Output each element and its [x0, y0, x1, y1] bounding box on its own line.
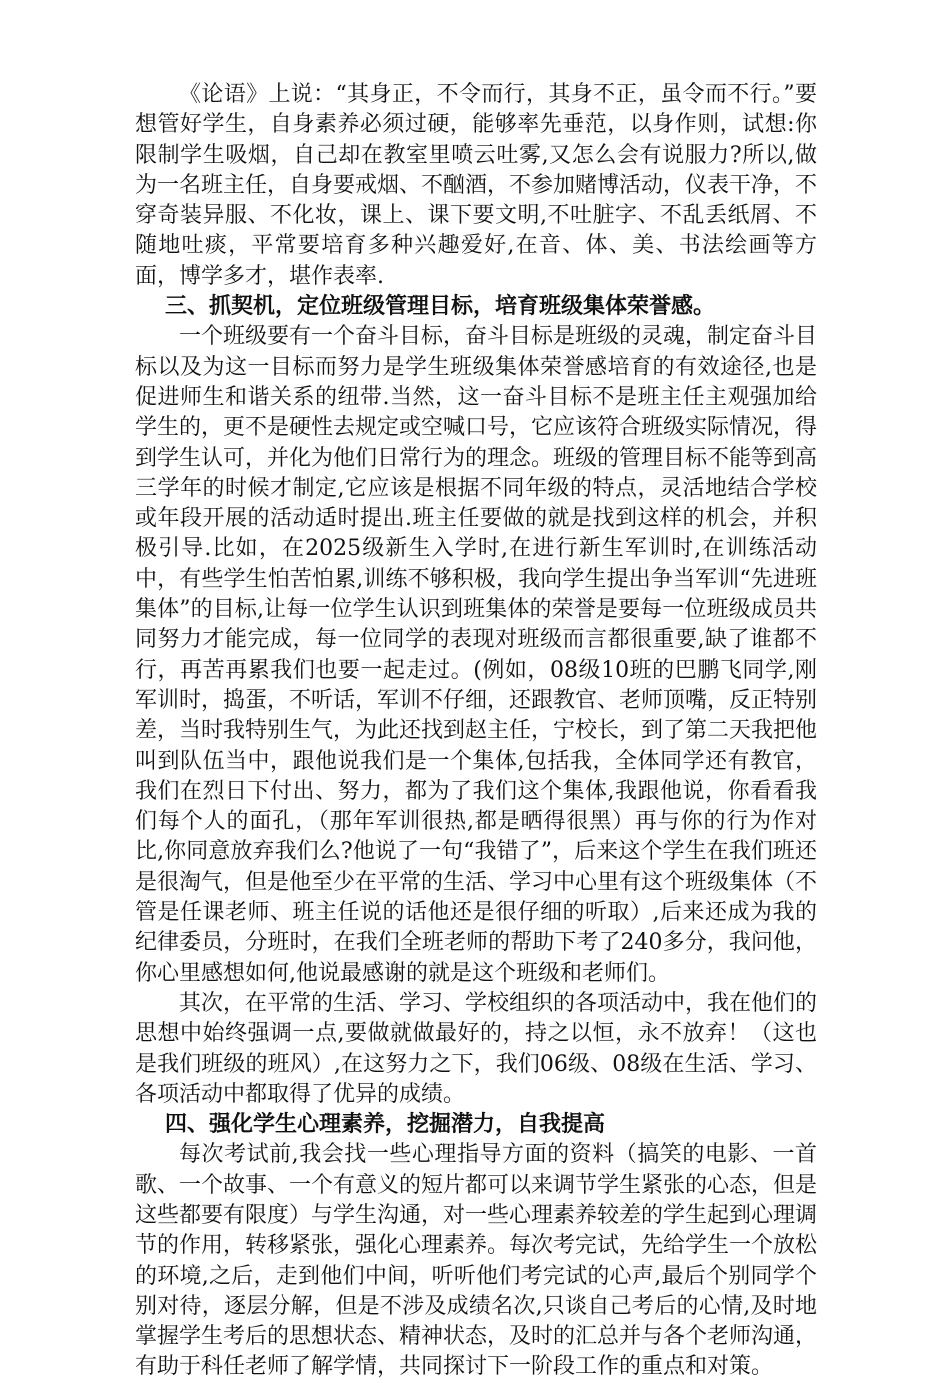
paragraph-class-goal: 一个班级要有一个奋斗目标，奋斗目标是班级的灵魂，制定奋斗目标以及为这一目标而努力是学生班级集体荣誉感培育的有效途径,也是促进师生和谐关系的纽带.当然，这一奋斗目标不是班主任主观强加给学生的，更不是硬性去规定或空喊口号，它应该符合班级实际情况，得到学生认可，并化为他们日常行为的理念。班级的管理目标不能等到高三学年的时候才制定,它应该是根据不同年级的特点，灵活地结合学校或年段开展的活动适时提出.班主任要做的就是找到这样的机会，并积极引导.比如，在2025级新生入学时,在进行新生军训时,在训练活动中，有些学生怕苦怕累,训练不够积极，我向学生提出争当军训“先进班集体”的目标,让每一位学生认识到班集体的荣誉是要每一位班级成员共同努力才能完成，每一位同学的表现对班级而言都很重要,缺了谁都不行，再苦再累我们也要一起走过。(例如，08级10班的巴鹏飞同学,刚军训时，捣蛋，不听话，军训不仔细，还跟教官、老师顶嘴，反正特别差，当时我特别生气，为此还找到赵主任，宁校长，到了第二天我把他叫到队伍当中，跟他说我们是一个集体,包括我，全体同学还有教官，我们在烈日下付出、努力，都为了我们这个集体,我跟他说，你看看我们每个人的面孔，（那年军训很热,都是晒得很黑）再与你的行为作对比,你同意放弃我们么?他说了一句“我错了”，后来这个学生在我们班还是很淘气，但是他至少在平常的生活、学习中心里有这个班级集体（不管是任课老师、班主任说的话他还是很仔细的听取）,后来还成为我的纪律委员，分班时，在我们全班老师的帮助下考了240多分，我问他，你心里感想如何,他说最感谢的就是这个班级和老师们。 [135, 324, 818, 986]
paragraph-lunyu: 《论语》上说：“其身正，不令而行，其身不正，虽令而不行。”要想管好学生，自身素养必须过硬，能够率先垂范，以身作则，试想:你限制学生吸烟，自己却在教室里喷云吐雾,又怎么会有说服力?所以,做为一名班主任，自身要戒烟、不酗酒，不参加赌博活动，仪表干净，不穿奇装异服、不化妆，课上、课下要文明,不吐脏字、不乱丢纸屑、不随地吐痰，平常要培育多种兴趣爱好,在音、体、美、书法绘画等方面，博学多才，堪作表率. [135, 82, 818, 289]
document-body [135, 80, 817, 1383]
section-heading-3: 三、抓契机，定位班级管理目标，培育班级集体荣誉感。 [165, 294, 716, 320]
paragraph-psychology: 每次考试前,我会找一些心理指导方面的资料（搞笑的电影、一首歌、一个故事、一个有意义的短片都可以来调节学生紧张的心态，但是这些都要有限度）与学生沟通，对一些心理素养较差的学生起到心理调节的作用，转移紧张，强化心理素养。每次考完试，先给学生一个放松的环境,之后，走到他们中间，听听他们考完试的心声,最后个别同学个别对待，逐层分解，但是不涉及成绩名次,只谈自己考后的心情,及时地掌握学生考后的思想状态、精神状态，及时的汇总并与各个老师沟通，有助于科任老师了解学情，共同探讨下一阶段工作的重点和对策。 [135, 1142, 818, 1380]
paragraph-secondly: 其次，在平常的生活、学习、学校组织的各项活动中，我在他们的思想中始终强调一点,要做就做最好的，持之以恒，永不放弃！（这也是我们班级的班风）,在这努力之下，我们06级、08级在生活、学习、各项活动中都取得了优异的成绩。 [135, 990, 818, 1107]
section-heading-4: 四、强化学生心理素养，挖掘潜力，自我提高 [165, 1112, 606, 1138]
